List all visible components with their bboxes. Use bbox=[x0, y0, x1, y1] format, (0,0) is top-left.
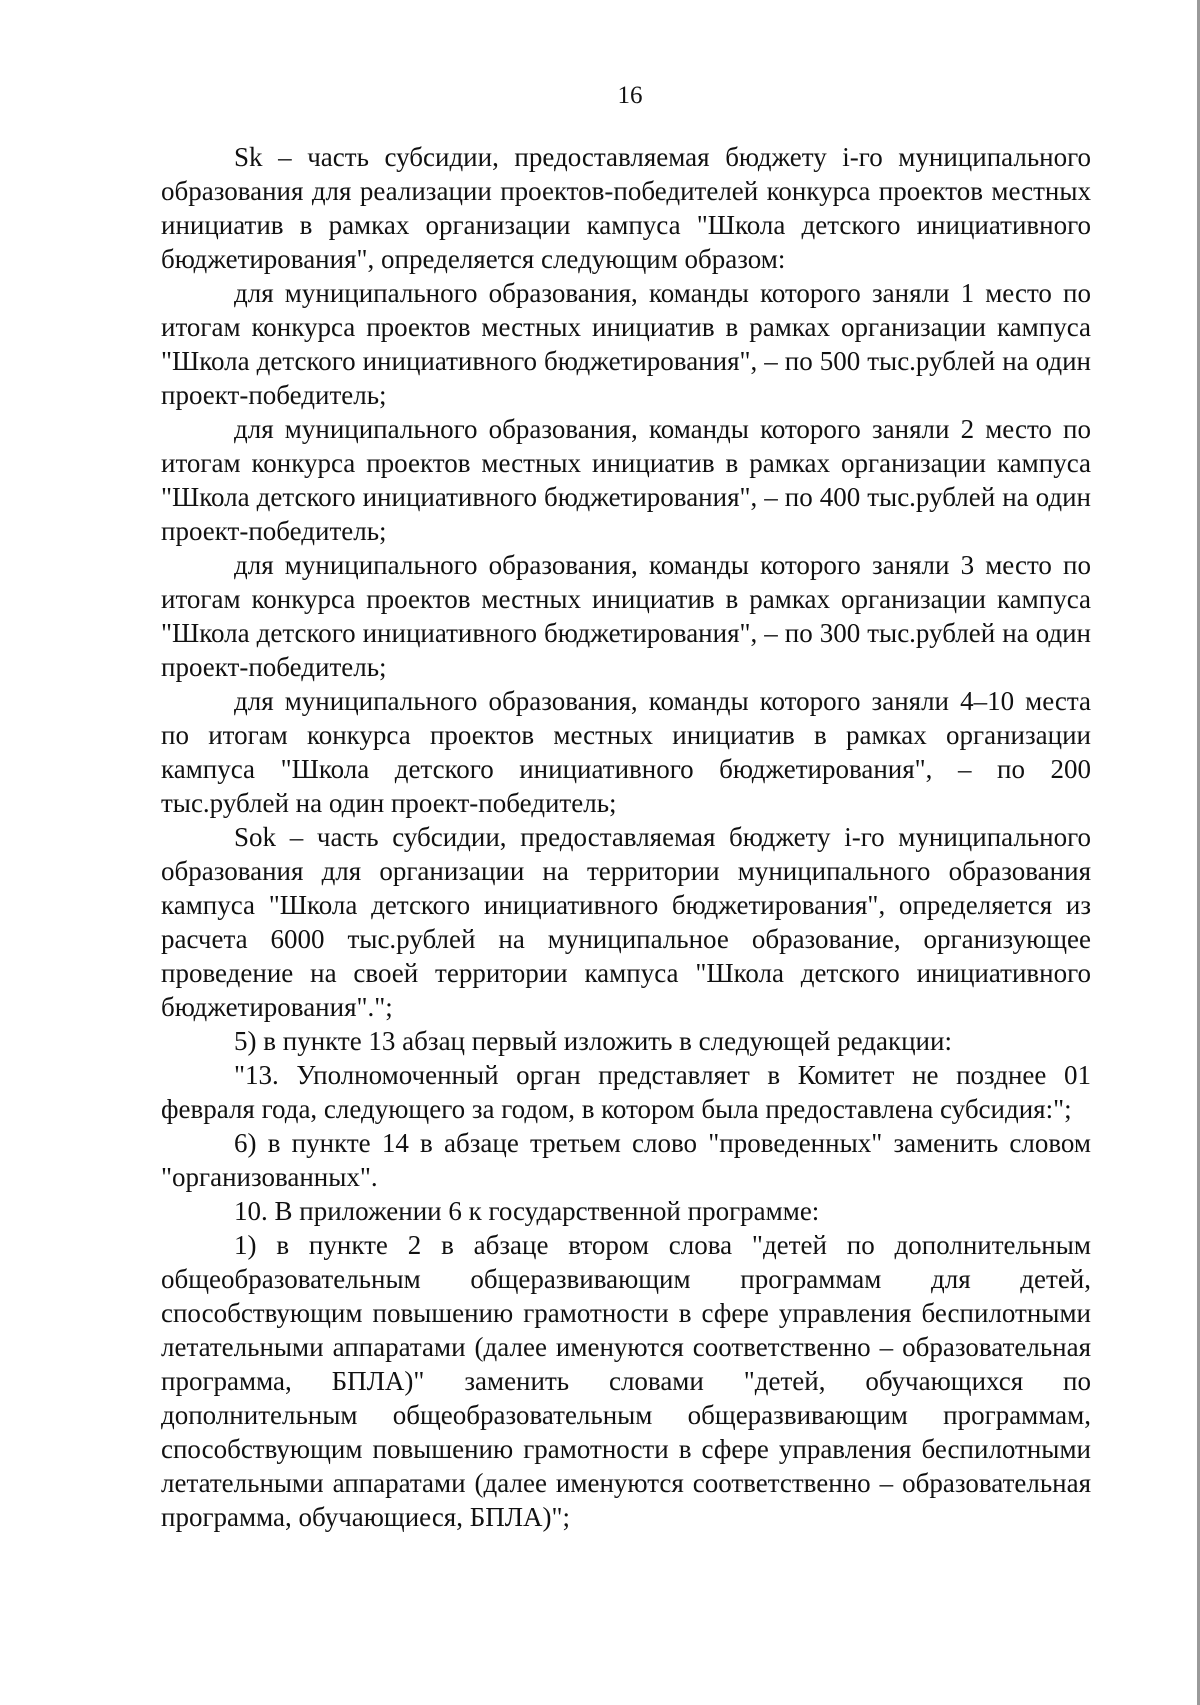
paragraph-place-4-10: для муниципального образования, команды которого заняли 4–10 места по итогам конкурса проектов местных инициатив в рамках организации кампуса "Школа детского инициативного бюджетирования", – по 200 тыс.рублей на один проект-победитель; bbox=[161, 686, 1091, 818]
paragraph-item-6: 6) в пункте 14 в абзаце третьем слово "проведенных" заменить словом "организованных". bbox=[161, 1128, 1091, 1192]
paragraph-item-13-text: "13. Уполномоченный орган представляет в Комитет не позднее 01 февраля года, следующего за годом, в котором была предоставлена субсидия:"; bbox=[161, 1060, 1091, 1124]
paragraph-place-2: для муниципального образования, команды которого заняли 2 место по итогам конкурса проектов местных инициатив в рамках организации кампуса "Школа детского инициативного бюджетирования", – по 400 тыс.рублей на один проект-победитель; bbox=[161, 414, 1091, 546]
paragraph-sk-definition: Sk – часть субсидии, предоставляемая бюджету i-го муниципального образования для реализации проектов-победителей конкурса проектов местных инициатив в рамках организации кампуса "Школа детского инициативного бюджетирования", определяется следующим образом: bbox=[161, 142, 1091, 274]
paragraph-section-10-item-1: 1) в пункте 2 в абзаце втором слова "детей по дополнительным общеобразовательным общеразвивающим программам для детей, способствующим повышению грамотности в сфере управления беспилотными летательными аппаратами (далее именуются соответственно – образовательная программа, БПЛА)" заменить словами "детей, обучающихся по дополнительным общеобразовательным общеразвивающим программам, способствующим повышению грамотности в сфере управления беспилотными летательными аппаратами (далее именуются соответственно – образовательная программа, обучающиеся, БПЛА)"; bbox=[161, 1230, 1091, 1532]
paragraph-section-10: 10. В приложении 6 к государственной программе: bbox=[234, 1196, 820, 1226]
paragraph-item-5: 5) в пункте 13 абзац первый изложить в следующей редакции: bbox=[234, 1026, 952, 1056]
document-body bbox=[161, 140, 1091, 1534]
paragraph-place-1: для муниципального образования, команды которого заняли 1 место по итогам конкурса проектов местных инициатив в рамках организации кампуса "Школа детского инициативного бюджетирования", – по 500 тыс.рублей на один проект-победитель; bbox=[161, 278, 1091, 410]
paragraph-sok-definition: Sok – часть субсидии, предоставляемая бюджету i-го муниципального образования для организации на территории муниципального образования кампуса "Школа детского инициативного бюджетирования", определяется из расчета 6000 тыс.рублей на муниципальное образование, организующее проведение на своей территории кампуса "Школа детского инициативного бюджетирования"."; bbox=[161, 822, 1091, 1022]
page-number: 16 bbox=[617, 82, 643, 109]
paragraph-place-3: для муниципального образования, команды которого заняли 3 место по итогам конкурса проектов местных инициатив в рамках организации кампуса "Школа детского инициативного бюджетирования", – по 300 тыс.рублей на один проект-победитель; bbox=[161, 550, 1091, 682]
